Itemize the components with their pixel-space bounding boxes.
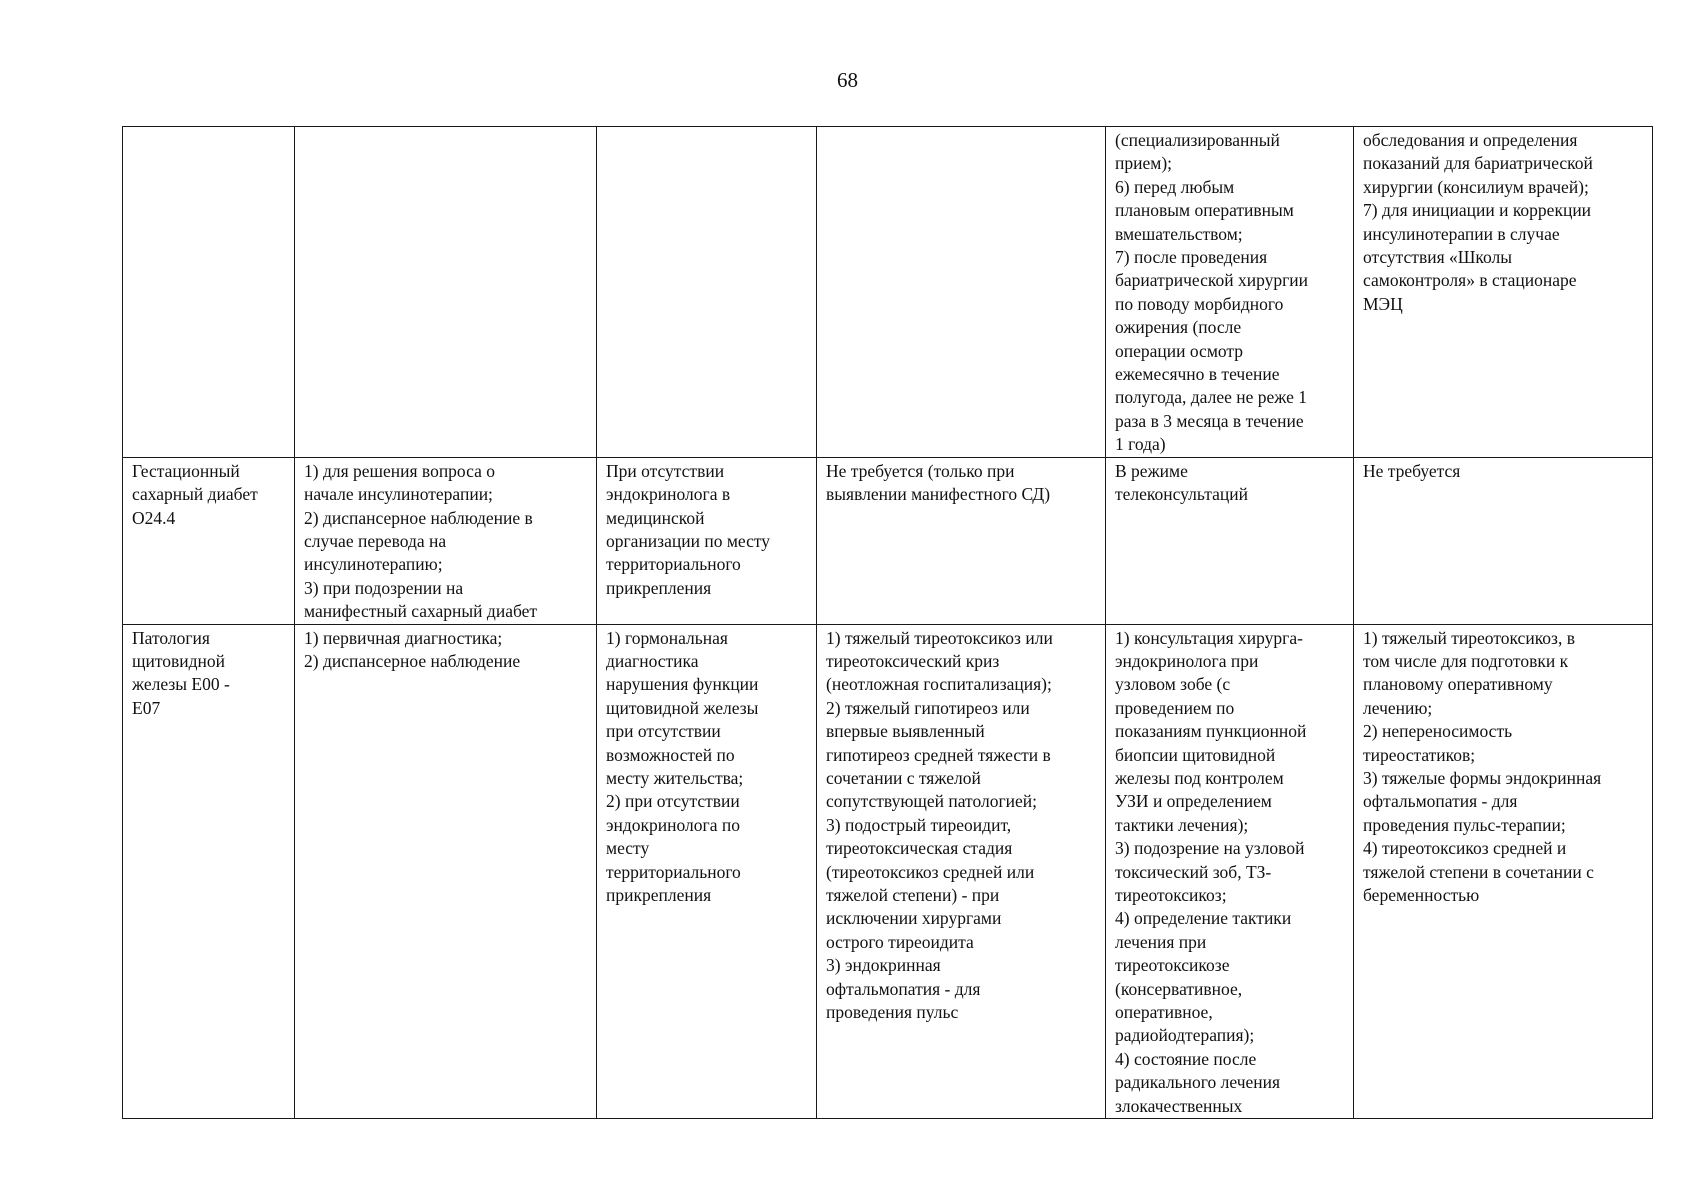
cell-text-line: месту жительства; xyxy=(606,767,744,788)
cell-text-line: 4) определение тактики xyxy=(1115,908,1292,929)
cell-text-line: оперативное, xyxy=(1115,1002,1213,1023)
cell-text-line: 1) консультация хирурга- xyxy=(1115,627,1303,648)
cell-text-line: выявлении манифестного СД) xyxy=(826,484,1051,505)
cell-text-line: 4) состояние после xyxy=(1115,1048,1257,1069)
cell-text-line: щитовидной железы xyxy=(606,697,759,718)
cell-text-line: 3) подозрение на узловой xyxy=(1115,838,1305,859)
table-cell-condition xyxy=(123,624,295,1119)
cell-text-line: эндокринолога по xyxy=(606,814,740,835)
cell-text-line: (неотложная госпитализация); xyxy=(826,674,1052,695)
table-cell-reason xyxy=(295,624,597,1119)
cell-text-line: лечения при xyxy=(1115,931,1207,952)
table-cell-surgical-consult xyxy=(1106,457,1354,624)
cell-text-line: манифестный сахарный диабет xyxy=(304,601,538,622)
cell-text-line: Не требуется xyxy=(1363,460,1461,481)
cell-text-line: проведением по xyxy=(1115,697,1235,718)
cell-text-line: диагностика xyxy=(606,650,699,671)
table-cell-hospitalization xyxy=(817,624,1106,1119)
cell-text-line: железы под контролем xyxy=(1115,767,1284,788)
cell-text-line: 2) тяжелый гипотиреоз или xyxy=(826,697,1030,718)
cell-text-line: беременностью xyxy=(1363,885,1480,905)
cell-text-line: по поводу морбидного xyxy=(1115,293,1284,314)
cell-text-line: нарушения функции xyxy=(606,674,759,695)
table-row xyxy=(123,457,1653,624)
cell-text-line: прием); xyxy=(1115,153,1173,174)
cell-text-line: тиреотоксикозе xyxy=(1115,955,1230,976)
table-cell-hospitalization xyxy=(817,457,1106,624)
cell-text-line: прикрепления xyxy=(606,577,712,598)
cell-text-line: 1) первичная диагностика; xyxy=(304,627,503,648)
cell-text-line: тиреостатиков; xyxy=(1363,744,1476,765)
cell-text-line: токсический зоб, ТЗ- xyxy=(1115,861,1272,882)
cell-text-line: обследования и определения xyxy=(1363,130,1578,150)
cell-text-line: отсутствия «Школы xyxy=(1363,247,1513,268)
cell-text-line: возможностей по xyxy=(606,744,735,765)
cell-text-line: начале инсулинотерапии; xyxy=(304,484,493,505)
cell-text-line: месту xyxy=(606,838,650,859)
cell-text-line: 1 года) xyxy=(1115,434,1166,455)
cell-text-line: эндокринолога в xyxy=(606,484,731,505)
table-cell-surgical-consult xyxy=(1106,624,1354,1119)
cell-text-line: 7) после проведения xyxy=(1115,247,1268,268)
cell-text-line: территориального xyxy=(606,861,741,882)
cell-text-line: тиреотоксикоз; xyxy=(1115,885,1227,905)
page-number: 68 xyxy=(837,68,858,92)
cell-text-line: хирургии (консилиум врачей); xyxy=(1363,176,1589,197)
cell-text-line: ожирения (после xyxy=(1115,317,1242,338)
cell-text-line: 2) диспансерное наблюдение в xyxy=(304,507,533,528)
cell-text-line: вмешательством; xyxy=(1115,223,1243,244)
cell-text-line: эндокринолога при xyxy=(1115,650,1259,671)
table-cell-surgical-consult xyxy=(1106,127,1354,458)
cell-text-line: 1) для решения вопроса о xyxy=(304,460,495,481)
cell-text-line: Патология xyxy=(132,627,210,648)
table-cell-federal-center xyxy=(1354,127,1653,458)
cell-text-line: 1) гормональная xyxy=(606,627,728,648)
cell-text-line: 3) эндокринная xyxy=(826,955,941,976)
table-row xyxy=(123,624,1653,1119)
cell-text-line: 4) тиреотоксикоз средней и xyxy=(1363,838,1567,859)
cell-text-line: тактики лечения); xyxy=(1115,814,1249,835)
cell-text-line: инсулинотерапии в случае xyxy=(1363,223,1560,244)
cell-text-line: (специализированный xyxy=(1115,130,1280,150)
cell-text-line: МЭЦ xyxy=(1363,293,1403,314)
cell-text-line: сахарный диабет xyxy=(132,484,258,505)
cell-text-line: (консервативное, xyxy=(1115,978,1243,999)
cell-text-line: O24.4 xyxy=(132,507,176,528)
cell-text-line: полугода, далее не реже 1 xyxy=(1115,387,1308,408)
cell-text-line: E07 xyxy=(132,697,161,718)
table-row xyxy=(123,127,1653,458)
cell-text-line: 2) диспансерное наблюдение xyxy=(304,650,521,671)
table-cell-hospitalization xyxy=(817,127,1106,458)
cell-text-line: самоконтроля» в стационаре xyxy=(1363,270,1577,291)
cell-text-line: 6) перед любым xyxy=(1115,176,1235,197)
table-cell-federal-center xyxy=(1354,624,1653,1119)
cell-text-line: сопутствующей патологией; xyxy=(826,791,1038,812)
cell-text-line: проведения пульс-терапии; xyxy=(1363,814,1566,835)
cell-text-line: офтальмопатия - для xyxy=(1363,791,1518,812)
table-cell-condition xyxy=(123,457,295,624)
cell-text-line: лечению; xyxy=(1363,697,1433,718)
cell-text-line: бариатрической хирургии xyxy=(1115,270,1308,291)
cell-text-line: радикального лечения xyxy=(1115,1072,1281,1093)
cell-text-line: узловом зобе (с xyxy=(1115,674,1231,695)
cell-text-line: впервые выявленный xyxy=(826,721,985,742)
cell-text-line: (тиреотоксикоз средней или xyxy=(826,861,1035,882)
cell-text-line: территориального xyxy=(606,554,741,575)
cell-text-line: офтальмопатия - для xyxy=(826,978,981,999)
cell-text-line: 7) для инициации и коррекции xyxy=(1363,200,1592,221)
cell-text-line: 1) тяжелый тиреотоксикоз, в xyxy=(1363,627,1575,648)
table-cell-remote-consult xyxy=(597,457,817,624)
table-cell-remote-consult xyxy=(597,127,817,458)
cell-text-line: телеконсультаций xyxy=(1115,484,1248,505)
cell-text-line: раза в 3 месяца в течение xyxy=(1115,410,1304,431)
cell-text-line: прикрепления xyxy=(606,885,712,905)
cell-text-line: показаний для бариатрической xyxy=(1363,153,1593,174)
cell-text-line: показаниям пункционной xyxy=(1115,721,1307,742)
cell-text-line: проведения пульс xyxy=(826,1002,959,1023)
cell-text-line: щитовидной xyxy=(132,650,226,671)
cell-text-line: ежемесячно в течение xyxy=(1115,364,1280,385)
cell-text-line: железы E00 - xyxy=(132,674,230,695)
cell-text-line: том числе для подготовки к xyxy=(1363,650,1569,671)
cell-text-line: сочетании с тяжелой xyxy=(826,767,981,788)
cell-text-line: 3) тяжелые формы эндокринная xyxy=(1363,767,1602,788)
cell-text-line: плановым оперативным xyxy=(1115,200,1294,221)
cell-text-line: 2) при отсутствии xyxy=(606,791,740,812)
table-cell-remote-consult xyxy=(597,624,817,1119)
cell-text-line: Гестационный xyxy=(132,460,240,481)
cell-text-line: радиойодтерапия); xyxy=(1115,1025,1255,1046)
document-table xyxy=(122,126,1653,1119)
cell-text-line: инсулинотерапию; xyxy=(304,554,443,575)
cell-text-line: гипотиреоз средней тяжести в xyxy=(826,744,1051,765)
cell-text-line: тиреотоксический криз xyxy=(826,650,1000,671)
cell-text-line: УЗИ и определением xyxy=(1115,791,1272,812)
cell-text-line: медицинской xyxy=(606,507,705,528)
cell-text-line: тяжелой степени в сочетании с xyxy=(1363,861,1594,882)
cell-text-line: 3) подострый тиреоидит, xyxy=(826,814,1012,835)
cell-text-line: операции осмотр xyxy=(1115,340,1244,361)
cell-text-line: Не требуется (только при xyxy=(826,460,1015,481)
cell-text-line: тяжелой степени) - при xyxy=(826,885,1000,905)
table-cell-federal-center xyxy=(1354,457,1653,624)
cell-text-line: биопсии щитовидной xyxy=(1115,744,1276,765)
cell-text-line: При отсутствии xyxy=(606,460,725,481)
cell-text-line: В режиме xyxy=(1115,460,1188,481)
cell-text-line: случае перевода на xyxy=(304,530,447,551)
cell-text-line: тиреотоксическая стадия xyxy=(826,838,1013,859)
table-cell-reason xyxy=(295,127,597,458)
cell-text-line: при отсутствии xyxy=(606,721,721,742)
table-cell-reason xyxy=(295,457,597,624)
table-body xyxy=(123,127,1653,1119)
cell-text-line: организации по месту xyxy=(606,530,771,551)
cell-text-line: исключении хирургами xyxy=(826,908,1002,929)
cell-text-line: 2) непереносимость xyxy=(1363,721,1513,742)
cell-text-line: острого тиреоидита xyxy=(826,931,974,952)
cell-text-line: злокачественных xyxy=(1115,1095,1243,1116)
cell-text-line: 3) при подозрении на xyxy=(304,577,464,598)
table-cell-condition xyxy=(123,127,295,458)
cell-text-line: 1) тяжелый тиреотоксикоз или xyxy=(826,627,1053,648)
cell-text-line: плановому оперативному xyxy=(1363,674,1553,695)
